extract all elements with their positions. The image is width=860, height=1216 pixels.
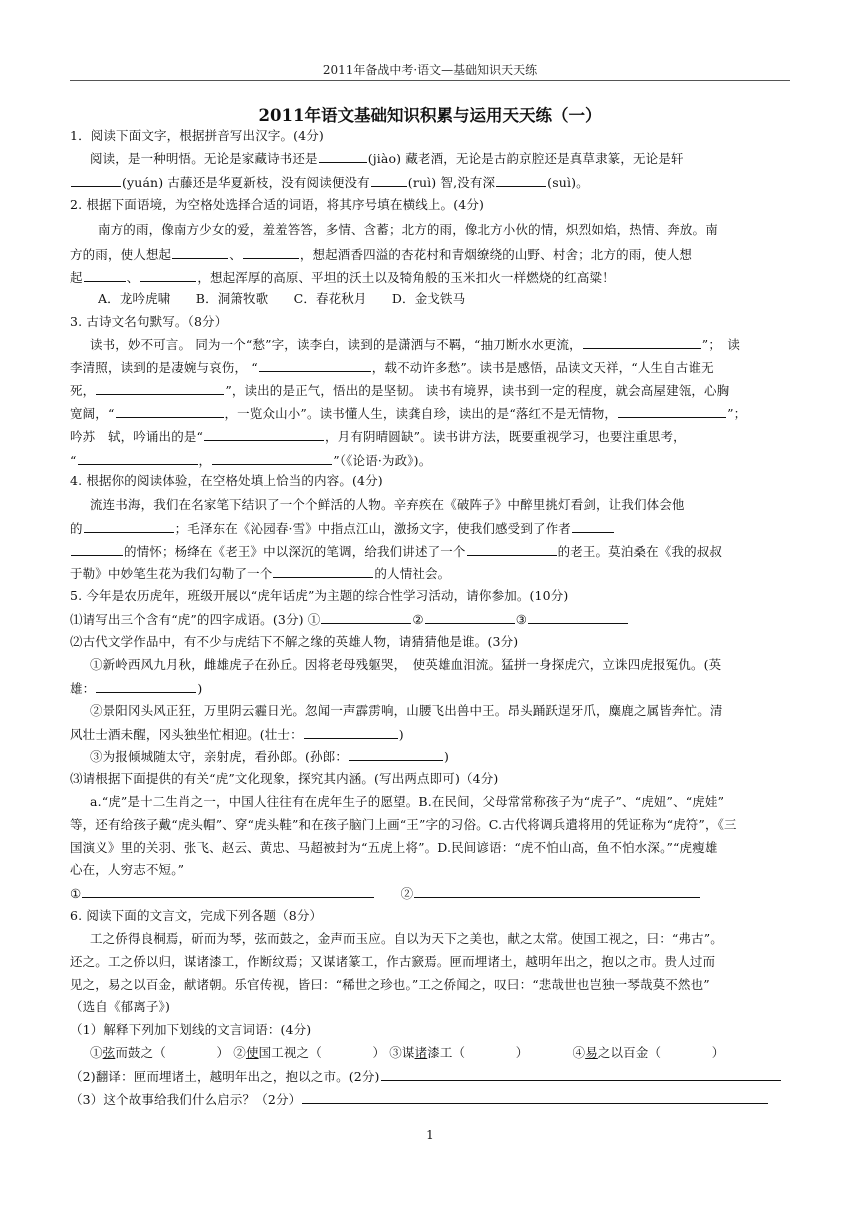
answer-blank[interactable] bbox=[381, 1066, 781, 1081]
answer-blank[interactable] bbox=[259, 357, 371, 372]
q5-poem-line: ③为报倾城随太守，亲射虎，看孙郎。(孙郎： ) bbox=[90, 746, 782, 766]
q6-stem: 6. 阅读下面的文言文，完成下列各题（8分） bbox=[70, 908, 323, 923]
answer-blank[interactable] bbox=[204, 426, 324, 441]
answer-blank[interactable] bbox=[82, 883, 374, 898]
q3-stem: 3. 古诗文名句默写。（8分） bbox=[70, 314, 228, 329]
q5-poem-line: ②景阳冈头风正狂，万里阴云霾日光。忽闻一声霹雳响，山腰飞出兽中王。昂头踊跃逞牙爪，麋鹿之属皆奔忙。清 bbox=[90, 703, 723, 718]
answer-blank[interactable] bbox=[319, 148, 367, 163]
q5-poem-line: 风壮士酒未醒，冈头独坐忙相迎。(壮士： ) bbox=[70, 724, 782, 744]
answer-blank[interactable] bbox=[467, 541, 557, 556]
answer-blank[interactable] bbox=[414, 883, 700, 898]
answer-blank[interactable] bbox=[243, 244, 299, 259]
q3-text-line: “ ， ”（《论语·为政》)。 bbox=[70, 450, 782, 470]
answer-blank[interactable] bbox=[71, 172, 121, 187]
answer-blank[interactable] bbox=[528, 609, 628, 624]
answer-blank[interactable] bbox=[96, 380, 224, 395]
q3-text-line: 读书，妙不可言。 同为一个“愁”字，读李白，读到的是潇洒与不羁，“抽刀断水水更流， ”； 读 bbox=[90, 334, 782, 354]
q5-poem-line: 雄： ) bbox=[70, 678, 782, 698]
q3-text-line: 宽阔，“ ，一览众山小”。读书懂人生，读龚自珍，读出的是“落红不是无情物， ”； bbox=[70, 403, 782, 423]
q3-text-line: 吟苏 轼，吟诵出的是“ ，月有阴晴圆缺”。读书讲方法，既要重视学习，也要注重思考， bbox=[70, 426, 782, 446]
q1-stem: 1．阅读下面文字，根据拼音写出汉字。(4分) bbox=[70, 128, 324, 143]
answer-blank[interactable] bbox=[84, 518, 174, 533]
q6-sub3: （3）这个故事给我们什么启示？（2分） bbox=[70, 1089, 782, 1109]
answer-blank[interactable] bbox=[321, 609, 411, 624]
answer-blank[interactable] bbox=[172, 244, 228, 259]
q5-part3: ⑶请根据下面提供的有关“虎”文化现象，探究其内涵。(写出两点即可)（4分) bbox=[70, 771, 499, 786]
q2-stem: 2. 根据下面语境，为空格处选择合适的词语，将其序号填在横线上。(4分) bbox=[70, 197, 485, 212]
answer-blank[interactable] bbox=[273, 563, 373, 578]
q5-answer-line: ① ② bbox=[70, 883, 782, 903]
q6-sub2: （2)翻译：匣而埋诸土，越明年出之，抱以之市。(2分) bbox=[70, 1066, 782, 1086]
q4-text-line: 于勒》中妙笔生花为我们勾勒了一个 的人情社会。 bbox=[70, 563, 782, 583]
q6-text-line: 工之侨得良桐焉，斫而为琴，弦而鼓之，金声而玉应。自以为天下之美也，献之太常。使国工视之，曰：“弗古”。 bbox=[90, 931, 723, 946]
q5-stem: 5. 今年是农历虎年，班级开展以“虎年话虎”为主题的综合性学习活动，请你参加。(10分) bbox=[70, 588, 569, 603]
answer-blank[interactable] bbox=[78, 450, 198, 465]
answer-blank[interactable] bbox=[116, 403, 224, 418]
page-number: 1 bbox=[426, 1128, 434, 1142]
q5-culture-line: 国演义》里的关羽、张飞、赵云、黄忠、马超被封为“五虎上将”。D.民间谚语：“虎不怕山高，鱼不怕水深。”“虎瘦雄 bbox=[70, 840, 718, 855]
answer-blank[interactable] bbox=[583, 334, 701, 349]
answer-blank[interactable] bbox=[618, 403, 726, 418]
q5-part1: ⑴请写出三个含有“虎”的四字成语。(3分) ① ② ③ bbox=[70, 609, 782, 629]
answer-blank[interactable] bbox=[140, 267, 196, 282]
q1-text-line: 阅读，是一种明悟。无论是家藏诗书还是 (jiào) 藏老酒，无论是古韵京腔还是真草隶篆，无论是轩 bbox=[90, 148, 782, 168]
page-title: 2011年语文基础知识积累与运用天天练（一） bbox=[258, 106, 602, 125]
q5-poem-line: ①新岭西风九月秋，雌雄虎子在孙丘。因将老母残躯哭， 使英雄血泪流。猛拼一身探虎穴，立诛四虎报冤仇。(英 bbox=[90, 657, 722, 672]
q3-text-line: 李清照，读到的是凄婉与哀伤， “ ，载不动许多愁”。读书是感悟，品读文天祥，“人生自古谁无 bbox=[70, 357, 782, 377]
q4-text-line: 的 ；毛泽东在《沁园春·雪》中指点江山，激扬文字，使我们感受到了作者 bbox=[70, 518, 782, 538]
q4-stem: 4. 根据你的阅读体验，在空格处填上恰当的内容。(4分) bbox=[70, 473, 383, 488]
q5-part2: ⑵古代文学作品中，有不少与虎结下不解之缘的英雄人物，请猜猜他是谁。(3分) bbox=[70, 634, 519, 649]
q2-text-line: 南方的雨，像南方少女的爱，羞羞答答，多情、含蓄；北方的雨，像北方小伙的情，炽烈如焰，热情、奔放。南 bbox=[98, 222, 718, 237]
answer-blank[interactable] bbox=[572, 518, 614, 533]
q5-culture-line: a.“虎”是十二生肖之一，中国人往往有在虎年生子的愿望。B.在民间，父母常常称孩子为“虎子”、“虎妞”、“虎娃” bbox=[90, 794, 725, 809]
q1-text-line: (yuán) 古藤还是华夏新枝，没有阅读便没有 (ruì) 智,没有深 (suì)。 bbox=[70, 172, 782, 192]
q6-text-line: 还之。工之侨以归，谋诸漆工，作断纹焉；又谋诸篆工，作古窾焉。匣而埋诸土，越明年出之，抱以之市。贵人过而 bbox=[70, 954, 716, 969]
q2-options: A．龙吟虎啸 B．洞箫牧歌 C．春花秋月 D．金戈铁马 bbox=[98, 291, 466, 306]
answer-blank[interactable] bbox=[425, 609, 515, 624]
running-header: 2011年备战中考·语文—基础知识天天练 bbox=[322, 63, 538, 77]
header-rule bbox=[70, 80, 790, 81]
q4-text-line: 的情怀；杨绛在《老王》中以深沉的笔调，给我们讲述了一个 的老王。莫泊桑在《我的叔叔 bbox=[70, 541, 782, 561]
q2-text-line: 方的雨，使人想起 、 ，想起酒香四溢的杏花村和青烟缭绕的山野、村舍；北方的雨，使人想 bbox=[70, 244, 782, 264]
q2-text-line: 起 、 ，想起浑厚的高原、平坦的沃土以及犄角般的玉米扣火一样燃烧的红高粱！ bbox=[70, 267, 782, 287]
answer-blank[interactable] bbox=[96, 678, 196, 693]
q6-word-items: ①弦而鼓之（ ） ②使国工视之（ ） ③谋诸漆工（ ） ④易之以百金（ ） bbox=[90, 1045, 725, 1060]
q6-sub1: （1）解释下列加下划线的文言词语：(4分) bbox=[70, 1022, 312, 1037]
q4-text-line: 流连书海，我们在名家笔下结识了一个个鲜活的人物。辛弃疾在《破阵子》中醉里挑灯看剑，让我们体会他 bbox=[90, 497, 685, 512]
answer-blank[interactable] bbox=[71, 541, 123, 556]
answer-blank[interactable] bbox=[496, 172, 546, 187]
answer-blank[interactable] bbox=[302, 1089, 768, 1104]
answer-blank[interactable] bbox=[212, 450, 332, 465]
answer-blank[interactable] bbox=[349, 746, 443, 761]
q6-text-line: 见之，易之以百金，献诸朝。乐官传视，皆曰：“稀世之珍也。”工之侨闻之，叹曰：“悲哉世也岂独一琴哉莫不然也” bbox=[70, 977, 710, 992]
q3-text-line: 死， ”，读出的是正气，悟出的是坚韧。 读书有境界，读书到一定的程度，就会高屋建瓴，心胸 bbox=[70, 380, 782, 400]
answer-blank[interactable] bbox=[304, 724, 398, 739]
q5-culture-line: 心在，人穷志不短。” bbox=[70, 862, 185, 877]
answer-blank[interactable] bbox=[371, 172, 407, 187]
q6-source: （选自《郁离子》) bbox=[70, 999, 170, 1014]
answer-blank[interactable] bbox=[84, 267, 126, 282]
q5-culture-line: 等，还有给孩子戴“虎头帽”、穿“虎头鞋”和在孩子脑门上画“王”字的习俗。C.古代将调兵遣将用的凭证称为“虎符”，《三 bbox=[70, 817, 737, 832]
